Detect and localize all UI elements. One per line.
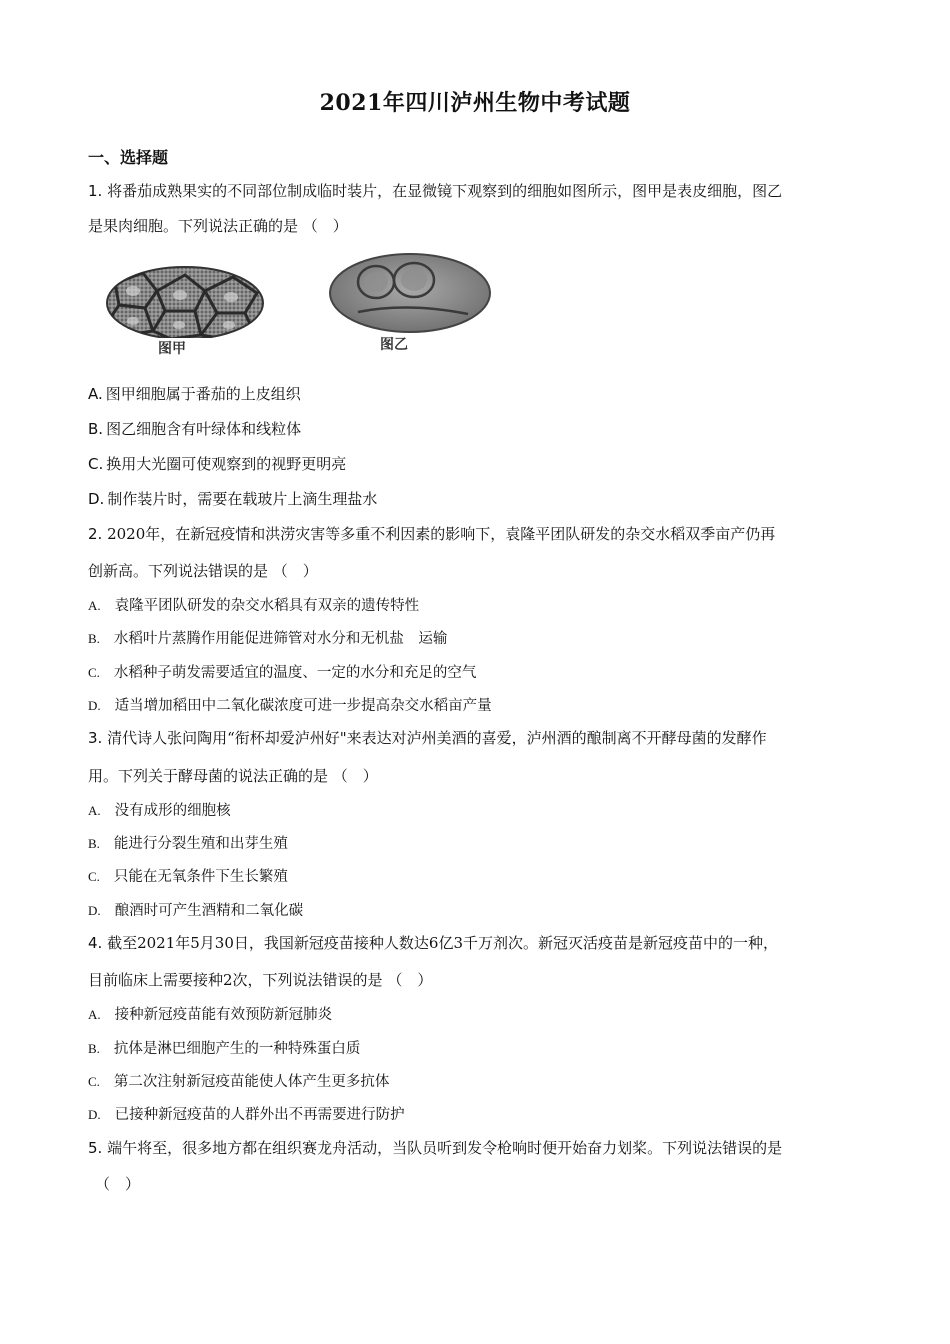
question-number: 1. [88,182,103,200]
question-text: 端午将至，很多地方都在组织赛龙舟活动，当队员听到发令枪响时便开始奋力划桨。下列说法错误的是 [107,1139,783,1157]
question-text: 2020年，在新冠疫情和洪涝灾害等多重不利因素的影响下，袁隆平团队研发的杂交水稻双季亩产仍再 [107,525,776,543]
question-5-line-1 [88,1137,782,1158]
option-text: 抗体是淋巴细胞产生的一种特殊蛋白质 [113,1041,361,1057]
question-number: 3. [88,729,103,747]
question-text: 目前临床上需要接种2次，下列说法错误的是 （ ） [88,971,433,989]
option-letter: A. [88,803,101,818]
option-letter: D. [88,1107,101,1122]
question-2-line-2 [88,560,318,581]
question-2-option-a [88,594,419,615]
question-1-line-2 [88,215,348,236]
option-text: 图甲细胞属于番茄的上皮组织 [105,385,301,403]
figure-jia-image [105,263,265,338]
question-4-line-2 [88,969,432,990]
option-letter: D. [88,490,105,508]
option-text: 换用大光圈可使观察到的视野更明亮 [106,455,347,473]
question-4-option-c [88,1070,389,1091]
option-letter: A. [88,598,101,613]
question-1-line-1 [88,180,782,201]
section-heading: 一、选择题 [88,148,169,167]
question-3-line-1 [88,727,767,748]
question-1-option-c [88,453,346,474]
option-letter: D. [88,698,101,713]
figure-yi-image [328,252,492,334]
option-letter: C. [88,455,104,473]
question-4-line-1 [88,932,778,953]
question-1-option-b [88,418,301,439]
page-title: 2021年四川泸州生物中考试题 [319,90,631,116]
question-2-line-1 [88,523,775,544]
option-text: 能进行分裂生殖和出芽生殖 [113,836,288,852]
option-text: 只能在无氧条件下生长繁殖 [113,869,288,885]
option-letter: C. [88,665,100,680]
question-1-option-a [88,383,301,404]
option-letter: A. [88,385,103,403]
option-text: 水稻叶片蒸腾作用能促进筛管对水分和无机盐 运输 [113,631,448,647]
question-4-option-d [88,1103,405,1124]
question-3-option-c [88,865,288,886]
question-text: 创新高。下列说法错误的是 （ ） [88,562,318,580]
question-3-option-a [88,799,231,820]
question-2-option-c [88,661,476,682]
option-letter: C. [88,869,100,884]
option-text: 酿酒时可产生酒精和二氧化碳 [114,903,304,919]
option-text: 袁隆平团队研发的杂交水稻具有双亲的遗传特性 [114,598,420,614]
figure-yi-caption: 图乙 [380,337,408,353]
question-3-option-d [88,899,303,920]
question-text: 清代诗人张问陶用“衔杯却爱泸州好"来表达对泸州美酒的喜爱，泸州酒的酿制离不开酵母菌的发酵作 [107,729,767,747]
option-letter: B. [88,1041,100,1056]
question-2-option-b [88,627,447,648]
option-text: 没有成形的细胞核 [114,803,231,819]
option-letter: B. [88,836,100,851]
question-text: （ ） [95,1175,141,1193]
figure-jia-caption: 图甲 [158,341,186,357]
option-text: 图乙细胞含有叶绿体和线粒体 [106,420,302,438]
question-text: 将番茄成熟果实的不同部位制成临时装片，在显微镜下观察到的细胞如图所示，图甲是表皮细胞，图乙 [107,182,783,200]
option-letter: C. [88,1074,100,1089]
option-letter: A. [88,1007,101,1022]
question-1-option-d [88,488,377,509]
question-text: 是果肉细胞。下列说法正确的是 （ ） [88,217,348,235]
question-3-line-2 [88,765,378,786]
option-text: 适当增加稻田中二氧化碳浓度可进一步提高杂交水稻亩产量 [114,698,492,714]
option-text: 第二次注射新冠疫苗能使人体产生更多抗体 [113,1074,390,1090]
option-letter: B. [88,631,100,646]
question-4-option-b [88,1037,360,1058]
option-text: 接种新冠疫苗能有效预防新冠肺炎 [114,1007,333,1023]
question-2-option-d [88,694,492,715]
question-number: 4. [88,934,103,952]
option-text: 已接种新冠疫苗的人群外出不再需要进行防护 [114,1107,405,1123]
question-number: 5. [88,1139,103,1157]
question-text: 截至2021年5月30日，我国新冠疫苗接种人数达6亿3千万剂次。新冠灭活疫苗是新冠疫苗中的一种， [107,934,778,952]
option-text: 制作装片时，需要在载玻片上滴生理盐水 [107,490,378,508]
question-5-line-2 [95,1173,140,1194]
option-letter: B. [88,420,104,438]
question-3-option-b [88,832,288,853]
option-text: 水稻种子萌发需要适宜的温度、一定的水分和充足的空气 [113,665,477,681]
question-number: 2. [88,525,103,543]
option-letter: D. [88,903,101,918]
question-4-option-a [88,1003,332,1024]
question-text: 用。下列关于酵母菌的说法正确的是 （ ） [88,767,378,785]
